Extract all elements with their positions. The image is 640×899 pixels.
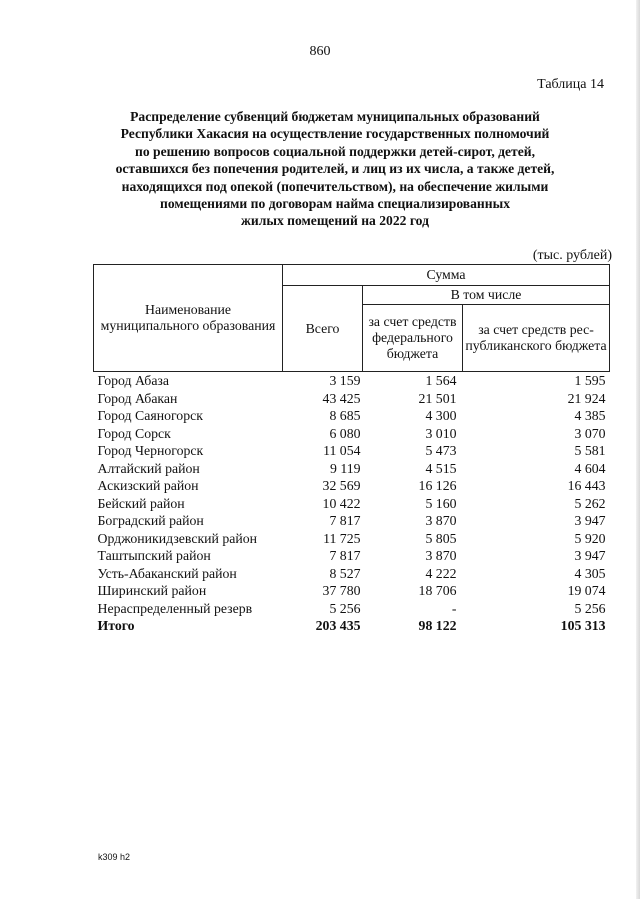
row-total: 5 256 (329, 600, 361, 616)
row-total: 37 780 (322, 583, 361, 598)
row-total: 10 422 (322, 495, 361, 511)
row-name: Город Абакан (97, 390, 178, 406)
row-republic: 1 595 (574, 373, 606, 388)
title-line: жилых помещений на 2022 год (241, 213, 429, 229)
table-row (94, 442, 610, 460)
row-republic: 5 920 (574, 530, 606, 546)
row-republic: 3 947 (574, 548, 606, 563)
row-total: 8 685 (329, 408, 361, 423)
subvention-table (93, 264, 610, 635)
row-republic: 4 385 (574, 408, 606, 423)
row-name: Нераспределенный резерв (97, 600, 253, 616)
row-republic: 3 070 (574, 425, 606, 441)
row-total: 11 054 (323, 443, 361, 458)
title-line: Распределение субвенций бюджетам муниципальных образований (130, 109, 540, 124)
row-name: Аскизский район (97, 478, 199, 493)
header-including: В том числе (363, 286, 610, 305)
table-row (94, 425, 610, 443)
table-label: Таблица 14 (537, 77, 604, 92)
row-name: Город Черногорск (97, 443, 204, 458)
row-total: 8 527 (329, 565, 361, 581)
row-federal: - (451, 600, 457, 616)
row-republic: 4 305 (574, 565, 606, 581)
row-federal: 5 473 (425, 443, 457, 458)
row-federal: 5 160 (425, 495, 457, 511)
row-republic: 5 581 (574, 443, 606, 458)
table-row (94, 407, 610, 425)
header-sum: Сумма (283, 265, 610, 286)
row-name: Бейский район (97, 495, 185, 511)
row-total: 7 817 (329, 513, 361, 528)
row-name: Город Сорск (97, 425, 171, 441)
title-line: находящихся под опекой (попечительством), на обеспечение жилыми (121, 178, 549, 194)
table-row (94, 600, 610, 618)
row-name: Город Абаза (97, 373, 170, 388)
title-line: оставшихся без попечения родителей, и лиц из их числа, а также детей, (115, 161, 555, 177)
table-row (94, 547, 610, 565)
row-name: Боградский район (97, 513, 204, 528)
table-row (94, 582, 610, 600)
table-title (70, 108, 600, 230)
grand-row-name: Итого (97, 618, 135, 633)
row-federal: 18 706 (418, 583, 457, 598)
title-line: по решению вопросов социальной поддержки детей-сирот, детей, (135, 143, 535, 159)
footer-code: k309 h2 (98, 852, 131, 862)
row-republic: 3 947 (574, 513, 606, 528)
row-republic: 16 443 (567, 478, 606, 493)
row-total: 11 725 (323, 530, 361, 546)
row-federal: 4 515 (425, 460, 457, 476)
row-federal: 4 222 (425, 565, 457, 581)
row-name: Орджоникидзевский район (97, 530, 258, 546)
scan-edge (636, 0, 640, 899)
table-row (94, 372, 610, 390)
row-total: 3 159 (329, 373, 361, 388)
row-total: 6 080 (329, 425, 361, 441)
grand-row-federal: 98 122 (418, 618, 457, 633)
row-federal: 4 300 (425, 408, 457, 423)
table-row (94, 460, 610, 478)
header-total: Всего (283, 286, 363, 372)
row-federal: 3 870 (425, 548, 457, 563)
row-federal: 16 126 (418, 478, 457, 493)
row-total: 32 569 (322, 478, 361, 493)
row-republic: 5 256 (574, 600, 606, 616)
table-header (94, 265, 610, 372)
row-name: Усть-Абаканский район (97, 565, 237, 581)
table-body (94, 372, 610, 635)
table-row (94, 565, 610, 583)
header-federal: за счет средств федерального бюджета (363, 305, 463, 372)
page-number: 860 (309, 44, 331, 59)
table-row (94, 495, 610, 513)
title-line: Республики Хакасия на осуществление государственных полномочий (120, 126, 550, 142)
row-republic: 21 924 (567, 390, 606, 406)
grand-row-total: 203 435 (315, 618, 361, 633)
table-row (94, 530, 610, 548)
table-row (94, 477, 610, 495)
row-republic: 4 604 (574, 460, 606, 476)
row-federal: 5 805 (425, 530, 457, 546)
grand-total-row (94, 617, 610, 635)
table-row (94, 390, 610, 408)
row-republic: 19 074 (567, 583, 606, 598)
row-name: Таштыпский район (97, 548, 211, 563)
header-republic: за счет средств рес-публиканского бюджета (463, 305, 610, 372)
units-label: (тыс. рублей) (532, 248, 612, 263)
row-total: 7 817 (329, 548, 361, 563)
row-republic: 5 262 (574, 495, 606, 511)
row-total: 9 119 (329, 460, 361, 476)
row-federal: 21 501 (418, 390, 457, 406)
row-total: 43 425 (322, 390, 361, 406)
grand-row-republic: 105 313 (560, 618, 606, 633)
row-name: Город Саяногорск (97, 408, 203, 423)
row-name: Алтайский район (97, 460, 200, 476)
row-federal: 1 564 (425, 373, 457, 388)
header-name: Наименование муниципального образования (94, 265, 283, 372)
row-name: Ширинский район (97, 583, 207, 598)
title-line: помещениями по договорам найма специализированных (159, 196, 511, 212)
row-federal: 3 010 (425, 425, 457, 441)
row-federal: 3 870 (425, 513, 457, 528)
table-row (94, 512, 610, 530)
